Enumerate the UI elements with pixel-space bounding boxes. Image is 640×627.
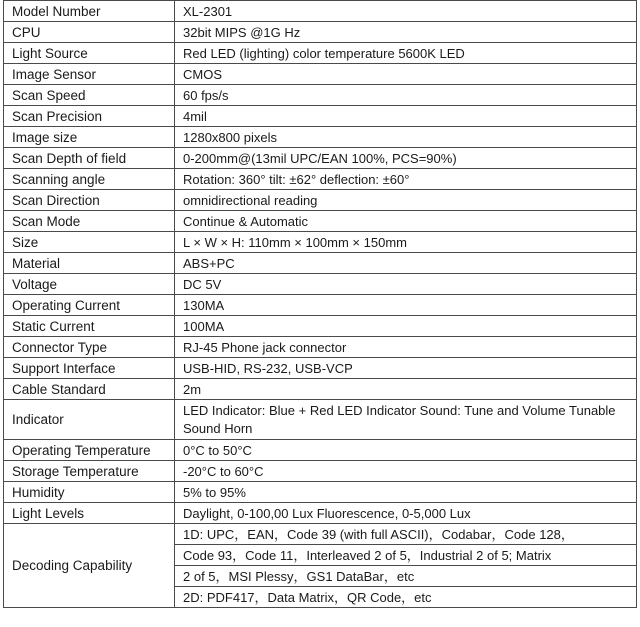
spec-value: CMOS: [175, 64, 637, 85]
spec-label: Storage Temperature: [4, 461, 175, 482]
spec-row: [4, 379, 637, 400]
spec-row: [4, 253, 637, 274]
spec-label: Size: [4, 232, 175, 253]
spec-label: Material: [4, 253, 175, 274]
spec-value: L × W × H: 110mm × 100mm × 150mm: [175, 232, 637, 253]
decoding-line: 2D: PDF417，Data Matrix，QR Code，etc: [175, 587, 637, 608]
spec-value: 0°C to 50°C: [175, 440, 637, 461]
spec-label: Scan Direction: [4, 190, 175, 211]
spec-row: [4, 43, 637, 64]
spec-label: Scan Mode: [4, 211, 175, 232]
spec-value: 2m: [175, 379, 637, 400]
decoding-line: 2 of 5，MSI Plessy，GS1 DataBar，etc: [175, 566, 637, 587]
spec-row: [4, 148, 637, 169]
spec-row: [4, 169, 637, 190]
spec-row: [4, 190, 637, 211]
spec-value: LED Indicator: Blue + Red LED Indicator Sound: Tune and Volume Tunable Sound Horn: [175, 400, 637, 440]
spec-label: Scan Precision: [4, 106, 175, 127]
spec-label: Humidity: [4, 482, 175, 503]
spec-value: 5% to 95%: [175, 482, 637, 503]
decoding-line: Code 93，Code 11，Interleaved 2 of 5，Industrial 2 of 5; Matrix: [175, 545, 637, 566]
spec-label: Light Source: [4, 43, 175, 64]
spec-label: Voltage: [4, 274, 175, 295]
spec-value: Rotation: 360° tilt: ±62° deflection: ±60°: [175, 169, 637, 190]
spec-value: XL-2301: [175, 1, 637, 22]
spec-row: [4, 274, 637, 295]
spec-value: 4mil: [175, 106, 637, 127]
spec-label: Cable Standard: [4, 379, 175, 400]
spec-row: [4, 337, 637, 358]
spec-label: CPU: [4, 22, 175, 43]
spec-value: ABS+PC: [175, 253, 637, 274]
spec-value: Daylight, 0-100,00 Lux Fluorescence, 0-5,000 Lux: [175, 503, 637, 524]
spec-value: 100MA: [175, 316, 637, 337]
decoding-row: [4, 524, 637, 545]
spec-row: [4, 85, 637, 106]
spec-label: Indicator: [4, 400, 175, 440]
spec-row: [4, 316, 637, 337]
spec-value: DC 5V: [175, 274, 637, 295]
spec-label: Support Interface: [4, 358, 175, 379]
spec-row: [4, 22, 637, 43]
spec-row: [4, 211, 637, 232]
spec-row: [4, 503, 637, 524]
spec-value: USB-HID, RS-232, USB-VCP: [175, 358, 637, 379]
spec-label: Scanning angle: [4, 169, 175, 190]
decoding-line: 1D: UPC，EAN，Code 39 (with full ASCII)，Codabar，Code 128，: [175, 524, 637, 545]
spec-value: Continue & Automatic: [175, 211, 637, 232]
spec-label: Operating Current: [4, 295, 175, 316]
decoding-label: Decoding Capability: [4, 524, 175, 608]
spec-value: RJ-45 Phone jack connector: [175, 337, 637, 358]
spec-label: Light Levels: [4, 503, 175, 524]
spec-row: [4, 1, 637, 22]
spec-value: -20°C to 60°C: [175, 461, 637, 482]
spec-label: Model Number: [4, 1, 175, 22]
spec-value: 1280x800 pixels: [175, 127, 637, 148]
spec-label: Image size: [4, 127, 175, 148]
spec-row: [4, 358, 637, 379]
spec-label: Image Sensor: [4, 64, 175, 85]
spec-value: 32bit MIPS @1G Hz: [175, 22, 637, 43]
spec-value: omnidirectional reading: [175, 190, 637, 211]
spec-row: [4, 295, 637, 316]
spec-label: Operating Temperature: [4, 440, 175, 461]
spec-value: 60 fps/s: [175, 85, 637, 106]
spec-table-body: [4, 1, 637, 608]
spec-label: Scan Speed: [4, 85, 175, 106]
spec-value: Red LED (lighting) color temperature 5600K LED: [175, 43, 637, 64]
spec-label: Static Current: [4, 316, 175, 337]
spec-row: [4, 232, 637, 253]
spec-row: [4, 106, 637, 127]
spec-row: [4, 64, 637, 85]
spec-label: Scan Depth of field: [4, 148, 175, 169]
spec-label: Connector Type: [4, 337, 175, 358]
spec-row: [4, 461, 637, 482]
spec-value: 0-200mm@(13mil UPC/EAN 100%, PCS=90%): [175, 148, 637, 169]
spec-row: [4, 440, 637, 461]
spec-row: [4, 482, 637, 503]
spec-value: 130MA: [175, 295, 637, 316]
spec-table: [3, 0, 637, 608]
spec-row: [4, 400, 637, 440]
spec-row: [4, 127, 637, 148]
